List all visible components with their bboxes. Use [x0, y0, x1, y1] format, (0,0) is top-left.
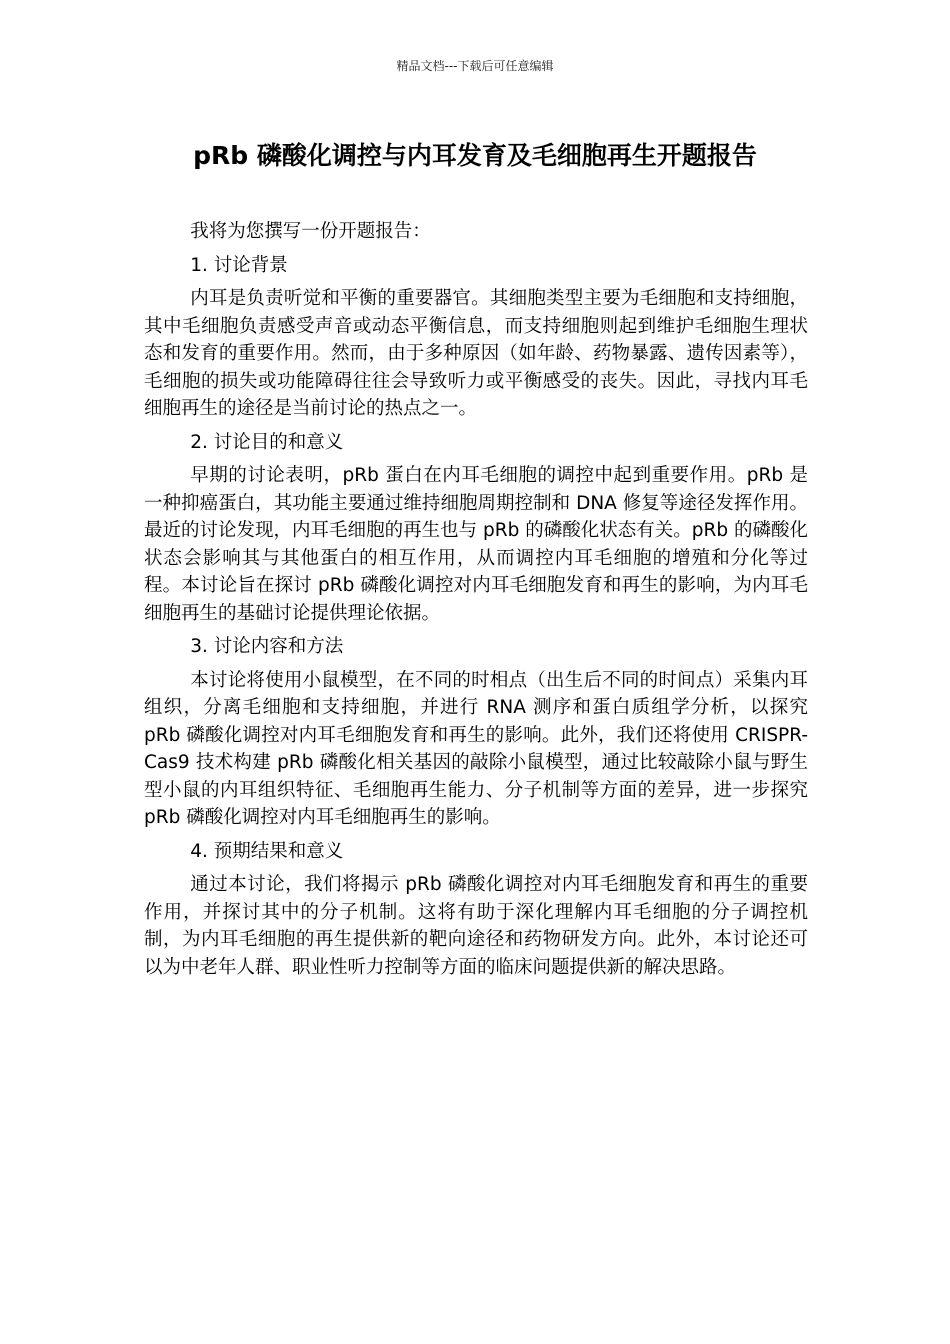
section-body-expected-results: 通过本讨论，我们将揭示 pRb 磷酸化调控对内耳毛细胞发育和再生的重要作用，并探讨其中的分子机制。这将有助于深化理解内耳毛细胞的分子调控机制，为内耳毛细胞的再生提供新的靶向途径和药物研发方向。此外，本讨论还可以为中老年人群、职业性听力控制等方面的临床问题提供新的解决思路。: [144, 874, 808, 978]
section-heading-expected-results: 4. 预期结果和意义: [190, 840, 344, 862]
document-body: [144, 218, 808, 981]
intro-paragraph: 我将为您撰写一份开题报告：: [190, 221, 431, 242]
section-heading-background: 1. 讨论背景: [190, 254, 288, 276]
section-heading-purpose: 2. 讨论目的和意义: [190, 431, 344, 453]
section-body-purpose: 早期的讨论表明，pRb 蛋白在内耳毛细胞的调控中起到重要作用。pRb 是一种抑癌蛋白，其功能主要通过维持细胞周期控制和 DNA 修复等途径发挥作用。最近的讨论发现，内耳毛细胞的再生也与 pRb 的磷酸化状态有关。pRb 的磷酸化状态会影响其与其他蛋白的相互作用，从而调控内耳毛细胞的增殖和分化等过程。本讨论旨在探讨 pRb 磷酸化调控对内耳毛细胞发育和再生的影响，为内耳毛细胞再生的基础讨论提供理论依据。: [144, 465, 808, 624]
section-heading-methods: 3. 讨论内容和方法: [190, 636, 344, 657]
header-note: 精品文档---下载后可任意编辑: [396, 59, 554, 73]
document-title: pRb 磷酸化调控与内耳发育及毛细胞再生开题报告: [193, 141, 757, 170]
section-body-background: 内耳是负责听觉和平衡的重要器官。其细胞类型主要为毛细胞和支持细胞，其中毛细胞负责感受声音或动态平衡信息，而支持细胞则起到维护毛细胞生理状态和发育的重要作用。然而，由于多种原因（如年龄、药物暴露、遗传因素等），毛细胞的损失或功能障碍往往会导致听力或平衡感受的丧失。因此，寻找内耳毛细胞再生的途径是当前讨论的热点之一。: [144, 288, 808, 419]
section-body-methods: 本讨论将使用小鼠模型，在不同的时相点（出生后不同的时间点）采集内耳组织，分离毛细胞和支持细胞，并进行 RNA 测序和蛋白质组学分析，以探究 pRb 磷酸化调控对内耳毛细胞发育和再生的影响。此外，我们还将使用 CRISPR-Cas9 技术构建 pRb 磷酸化相关基因的敲除小鼠模型，通过比较敲除小鼠与野生型小鼠的内耳组织特征、毛细胞再生能力、分子机制等方面的差异，进一步探究 pRb 磷酸化调控对内耳毛细胞再生的影响。: [144, 669, 808, 828]
